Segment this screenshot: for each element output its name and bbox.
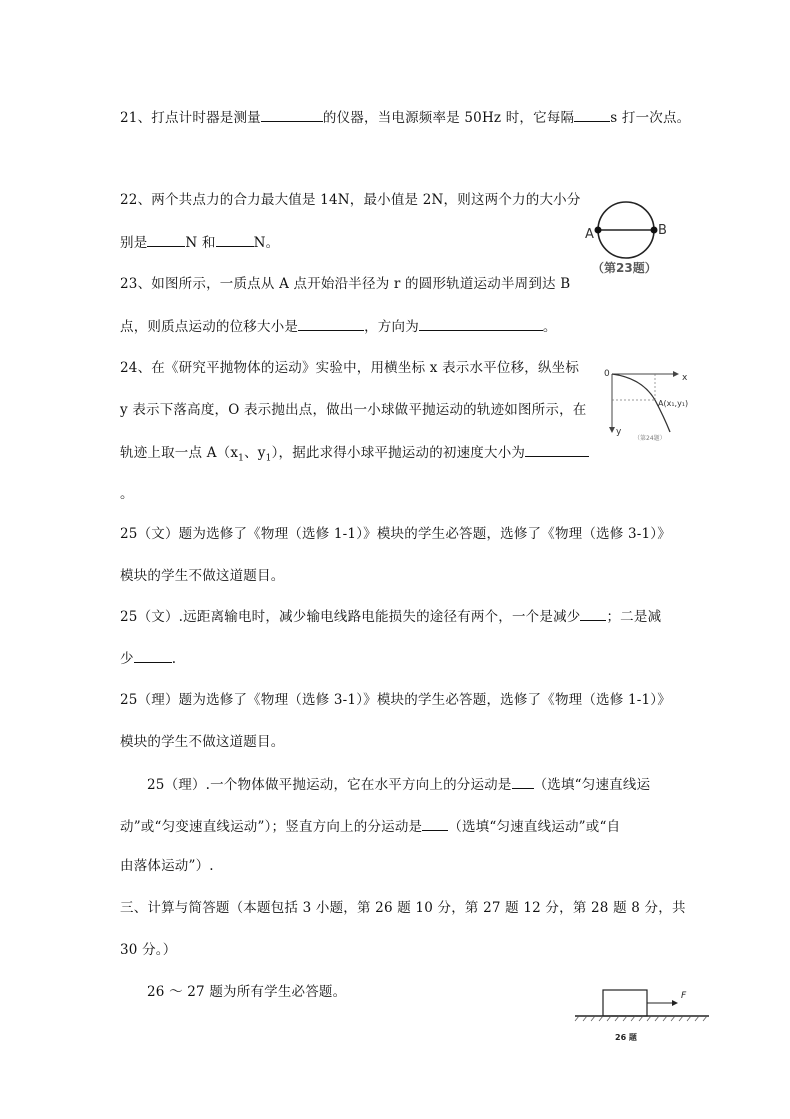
q24-line-3 — [120, 443, 589, 468]
fig26-force-label: F — [681, 991, 687, 1001]
q22-line-2 — [120, 233, 279, 252]
q25-li-line-2 — [120, 817, 620, 836]
q24-text-2: 、y — [244, 445, 266, 461]
q21-text-3: s 打一次点。 — [610, 110, 691, 126]
q24-line-4: 。 — [120, 486, 134, 502]
q23-text-3: 。 — [542, 319, 557, 335]
figure-23-svg — [582, 198, 672, 278]
q25-li-text-3: 动”或“匀变速直线运动”）；竖直方向上的分运动是 — [120, 819, 423, 835]
figure-24 — [600, 362, 700, 448]
block — [603, 990, 647, 1016]
q25-wen-text-4: . — [171, 651, 177, 667]
point-b-dot — [651, 227, 658, 234]
fig23-label-a: A — [585, 227, 594, 242]
figure-26-svg — [573, 984, 713, 1046]
q26-27-note: 26 ～ 27 题为所有学生必答题。 — [147, 984, 347, 1000]
fig24-y-label: y — [616, 427, 622, 437]
q24-line-1: 24、在《研究平抛物体的运动》实验中，用横坐标 x 表示水平位移，纵坐标 — [120, 360, 580, 376]
q25-wen-note-1: 25（文）题为选修了《物理（选修 1-1）》模块的学生必答题，选修了《物理（选修 3-1）》 — [120, 526, 671, 542]
q24-sub-2: 1 — [265, 453, 272, 464]
q22-blank-2[interactable] — [216, 233, 254, 247]
q22-blank-1[interactable] — [147, 233, 185, 247]
q21-text-1: 21、打点计时器是测量 — [120, 110, 261, 126]
q24-blank[interactable] — [525, 443, 589, 457]
q23-text-2: ，方向为 — [364, 319, 419, 335]
q21-blank-2[interactable] — [574, 108, 610, 122]
fig23-caption: （第23题） — [592, 261, 657, 275]
q25-wen-note-2: 模块的学生不做这道题目。 — [120, 568, 285, 584]
q25-wen-text-1: 25（文）.远距离输电时，减少输电线路电能损失的途径有两个，一个是减少 — [120, 609, 581, 625]
ground-hatching — [575, 1016, 707, 1021]
q25-wen-line-2 — [120, 649, 176, 668]
q25-li-note-1: 25（理）题为选修了《物理（选修 3-1）》模块的学生必答题，选修了《物理（选修 1-1）》 — [120, 692, 671, 708]
q25-wen-line-1 — [120, 607, 661, 626]
q23-line-2 — [120, 317, 557, 336]
fig24-caption: （第24题） — [634, 435, 666, 442]
fig24-origin: 0 — [604, 369, 610, 379]
q25-wen-blank-1[interactable] — [580, 607, 606, 621]
q25-li-note-2: 模块的学生不做这道题目。 — [120, 734, 285, 750]
figure-24-svg — [600, 362, 700, 448]
q21-text-2: 的仪器，当电源频率是 50Hz 时，它每隔 — [322, 110, 575, 126]
q25-wen-blank-2[interactable] — [134, 649, 172, 663]
q25-li-text-4: （选填“匀速直线运动”或“自 — [448, 819, 621, 835]
q24-line-2: y 表示下落高度，O 表示抛出点，做出一小球做平抛运动的轨迹如图所示，在 — [120, 402, 587, 418]
section3-line-2: 30 分。） — [120, 942, 177, 958]
q21-blank-1[interactable] — [261, 108, 323, 122]
q22-text-1: 别是 — [120, 235, 148, 251]
q23-text-1: 点，则质点运动的位移大小是 — [120, 319, 299, 335]
fig26-caption: 26 题 — [615, 1033, 637, 1042]
q25-li-text-1: 25（理）.一个物体做平抛运动，它在水平方向上的分运动是 — [147, 777, 512, 793]
q24-text-3: ），据此求得小球平抛运动的初速度大小为 — [271, 445, 526, 461]
q25-li-blank-2[interactable] — [422, 817, 448, 831]
q22-line-1: 22、两个共点力的合力最大值是 14N，最小值是 2N，则这两个力的大小分 — [120, 192, 581, 208]
q25-wen-text-3: 少 — [120, 651, 134, 667]
q22-text-2: N 和 — [185, 235, 216, 251]
q25-wen-text-2: ；二是减 — [606, 609, 662, 625]
q23-blank-1[interactable] — [298, 317, 364, 331]
fig24-x-label: x — [682, 373, 688, 383]
q22-text-3: N。 — [253, 235, 280, 251]
q23-line-1: 23、如图所示，一质点从 A 点开始沿半径为 r 的圆形轨道运动半周到达 B — [120, 276, 571, 292]
q25-li-line-3: 由落体运动”）. — [120, 858, 214, 874]
section3-line-1: 三、计算与简答题（本题包括 3 小题，第 26 题 10 分，第 27 题 12 分，第 28 题 8 分，共 — [120, 900, 686, 916]
figure-23 — [582, 198, 672, 278]
point-a-dot — [595, 227, 602, 234]
q24-text-1: 轨迹上取一点 A（x — [120, 445, 239, 461]
figure-26 — [573, 984, 713, 1046]
q25-li-blank-1[interactable] — [512, 775, 534, 789]
q25-li-line-1 — [147, 775, 650, 794]
q24-sub-1: 1 — [238, 453, 245, 464]
fig24-point-label: A(x₁,y₁) — [658, 399, 689, 408]
fig23-label-b: B — [658, 223, 667, 238]
q23-blank-2[interactable] — [419, 317, 543, 331]
q21-line — [120, 108, 690, 127]
q25-li-text-2: （选填“匀速直线运 — [533, 777, 651, 793]
